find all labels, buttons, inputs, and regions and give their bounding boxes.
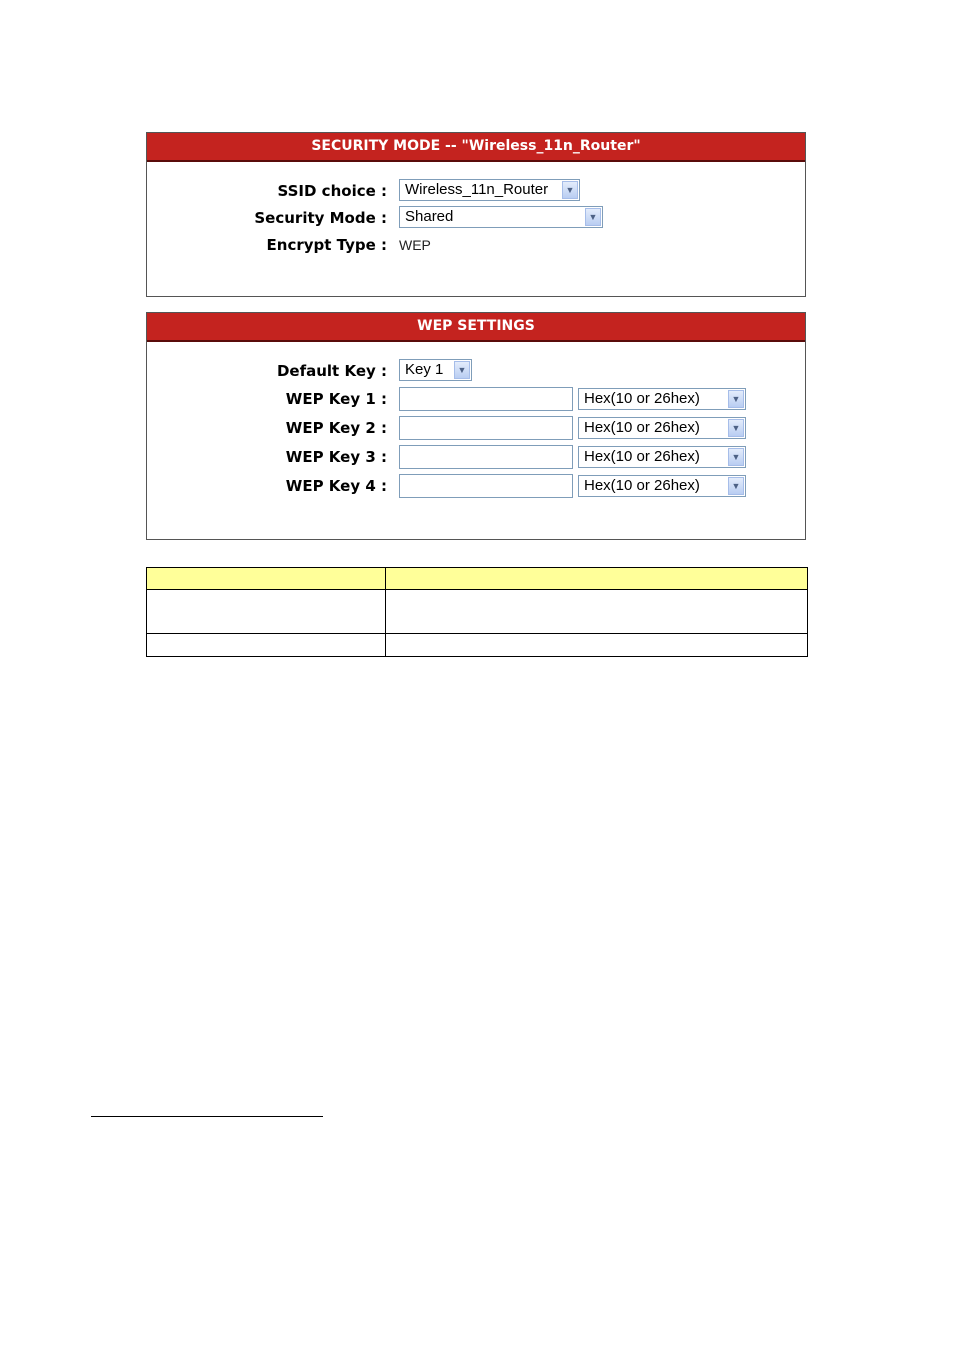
chevron-down-icon[interactable]: ▼ (562, 181, 578, 199)
info-table (146, 567, 808, 657)
wep-settings-title: WEP SETTINGS (147, 313, 805, 342)
wep-key-1-format-select[interactable] (578, 388, 746, 410)
footnote-divider (91, 1116, 323, 1117)
default-key-label: Default Key : (276, 362, 387, 380)
chevron-down-icon[interactable]: ▼ (454, 361, 470, 379)
chevron-down-icon[interactable]: ▼ (728, 448, 744, 466)
wep-key-1-input[interactable] (399, 387, 573, 411)
security-mode-title: SECURITY MODE -- "Wireless_11n_Router" (147, 133, 805, 162)
ssid-label: SSID choice : (277, 182, 387, 200)
wep-key-1-label: WEP Key 1 : (285, 390, 387, 408)
security-mode-select[interactable] (399, 206, 603, 228)
wep-key-2-format-value: Hex(10 or 26hex) (584, 419, 700, 436)
security-mode-select-value: Shared (405, 208, 454, 225)
wep-key-4-label: WEP Key 4 : (285, 477, 387, 495)
encrypt-type-label: Encrypt Type : (266, 236, 387, 254)
table-header-cell (147, 568, 386, 590)
table-cell (386, 634, 808, 657)
wep-key-4-input[interactable] (399, 474, 573, 498)
wep-key-1-format-value: Hex(10 or 26hex) (584, 390, 700, 407)
wep-key-3-input[interactable] (399, 445, 573, 469)
table-cell (386, 590, 808, 634)
chevron-down-icon[interactable]: ▼ (728, 477, 744, 495)
wep-key-2-format-select[interactable] (578, 417, 746, 439)
chevron-down-icon[interactable]: ▼ (728, 390, 744, 408)
table-cell (147, 634, 386, 657)
wep-key-4-format-value: Hex(10 or 26hex) (584, 477, 700, 494)
chevron-down-icon[interactable]: ▼ (585, 208, 601, 226)
encrypt-type-value: WEP (399, 237, 431, 253)
wep-key-4-format-select[interactable] (578, 475, 746, 497)
default-key-select-value: Key 1 (405, 361, 444, 378)
wep-key-2-input[interactable] (399, 416, 573, 440)
table-header-cell (386, 568, 808, 590)
ssid-select[interactable] (399, 179, 580, 201)
chevron-down-icon[interactable]: ▼ (728, 419, 744, 437)
ssid-select-value: Wireless_11n_Router (405, 181, 549, 198)
wep-key-3-format-select[interactable] (578, 446, 746, 468)
table-header-row (147, 568, 808, 590)
wep-settings-panel (146, 312, 806, 540)
table-row (147, 634, 808, 657)
wep-key-3-format-value: Hex(10 or 26hex) (584, 448, 700, 465)
security-mode-panel (146, 132, 806, 297)
wep-key-3-label: WEP Key 3 : (285, 448, 387, 466)
default-key-select[interactable] (399, 359, 472, 381)
table-row (147, 590, 808, 634)
wep-key-2-label: WEP Key 2 : (285, 419, 387, 437)
table-cell (147, 590, 386, 634)
security-mode-label: Security Mode : (254, 209, 387, 227)
